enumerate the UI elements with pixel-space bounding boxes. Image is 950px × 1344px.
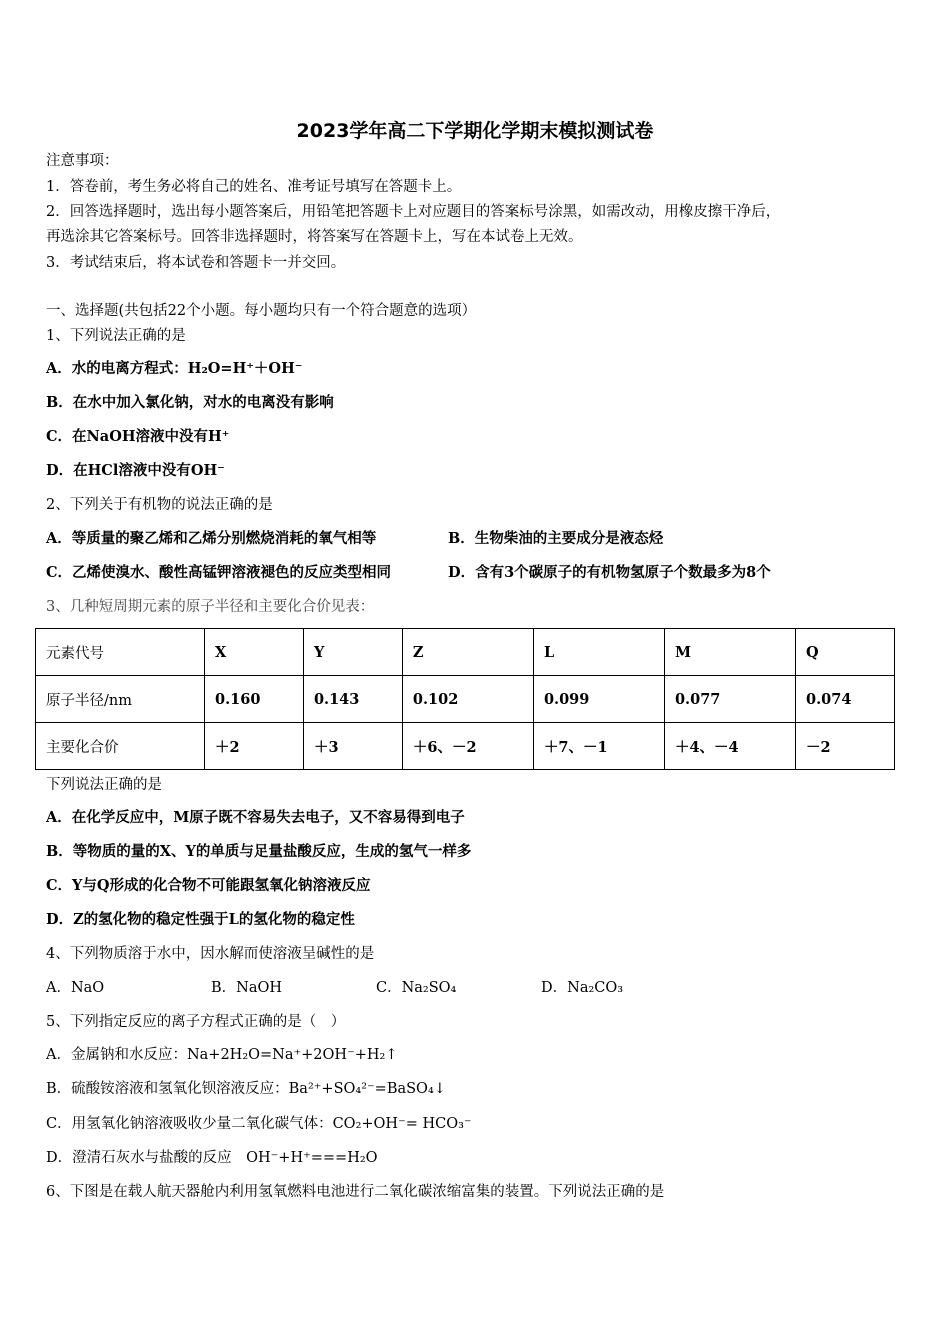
q3-stem: 3、几种短周期元素的原子半径和主要化合价见表：: [46, 599, 375, 615]
q4-option-a: A．NaO: [46, 980, 105, 996]
q5-option-d: D．澄清石灰水与盐酸的反应 OH⁻+H⁺===H₂O: [46, 1150, 378, 1166]
table-cell: 0.077: [664, 676, 795, 723]
table-cell: M: [664, 629, 795, 676]
q4-option-c: C．Na₂SO₄: [376, 980, 457, 996]
q4-option-d: D．Na₂CO₃: [541, 980, 624, 996]
table-cell: ＋3: [303, 723, 402, 770]
table-cell: ＋4、－4: [664, 723, 795, 770]
q3-option-c: C．Y与Q形成的化合物不可能跟氢氧化钠溶液反应: [46, 877, 371, 894]
section-heading: 一、选择题(共包括22个小题。每小题均只有一个符合题意的选项）: [46, 303, 477, 319]
table-header-row: [36, 629, 895, 676]
q2-option-c: C．乙烯使溴水、酸性高锰钾溶液褪色的反应类型相同: [46, 564, 392, 581]
table-cell: Y: [303, 629, 402, 676]
table-cell: ＋2: [205, 723, 304, 770]
q6-stem: 6、下图是在载人航天器舱内利用氢氧燃料电池进行二氧化碳浓缩富集的装置。下列说法正确的是: [46, 1184, 665, 1200]
note-item-3: 3．考试结束后，将本试卷和答题卡一并交回。: [46, 255, 346, 271]
table-cell: Q: [796, 629, 895, 676]
table-row-valence: [36, 723, 895, 770]
q5-option-b: B．硫酸铵溶液和氢氧化钡溶液反应：Ba²⁺+SO₄²⁻=BaSO₄↓: [46, 1081, 446, 1097]
q5-option-a: A．金属钠和水反应：Na+2H₂O=Na⁺+2OH⁻+H₂↑: [46, 1047, 398, 1063]
q3-option-b: B．等物质的量的X、Y的单质与足量盐酸反应，生成的氢气一样多: [46, 843, 472, 860]
q2-option-a: A．等质量的聚乙烯和乙烯分别燃烧消耗的氧气相等: [46, 530, 377, 547]
q1-option-b: B．在水中加入氯化钠，对水的电离没有影响: [46, 394, 334, 411]
table-cell: －2: [796, 723, 895, 770]
q2-stem: 2、下列关于有机物的说法正确的是: [46, 497, 273, 513]
table-cell: 0.143: [303, 676, 402, 723]
note-item-2: 2．回答选择题时，选出每小题答案后，用铅笔把答题卡上对应题目的答案标号涂黑，如需改动，用橡皮擦干净后，: [46, 204, 781, 220]
note-item-1: 1．答卷前，考生务必将自己的姓名、准考证号填写在答题卡上。: [46, 179, 462, 195]
q3-option-d: D．Z的氢化物的稳定性强于L的氢化物的稳定性: [46, 911, 355, 928]
table-cell: L: [533, 629, 664, 676]
q3-sub-stem: 下列说法正确的是: [46, 777, 162, 793]
table-cell: Z: [402, 629, 533, 676]
q1-option-c: C．在NaOH溶液中没有H⁺: [46, 428, 230, 445]
table-cell: ＋7、－1: [533, 723, 664, 770]
q4-stem: 4、下列物质溶于水中，因水解而使溶液呈碱性的是: [46, 946, 375, 962]
q1-stem: 1、下列说法正确的是: [46, 328, 186, 344]
table-cell: ＋6、－2: [402, 723, 533, 770]
q2-option-d: D．含有3个碳原子的有机物氢原子个数最多为8个: [448, 564, 771, 581]
notes-heading: 注意事项：: [46, 153, 119, 169]
q3-option-a: A．在化学反应中，M原子既不容易失去电子，又不容易得到电子: [46, 809, 465, 826]
table-cell: 0.102: [402, 676, 533, 723]
table-cell: X: [205, 629, 304, 676]
table-cell: 0.160: [205, 676, 304, 723]
table-cell: 原子半径/nm: [36, 676, 205, 723]
q5-stem: 5、下列指定反应的离子方程式正确的是（ ）: [46, 1014, 346, 1030]
table-cell: 0.099: [533, 676, 664, 723]
q5-option-c: C．用氢氧化钠溶液吸收少量二氧化碳气体：CO₂+OH⁻= HCO₃⁻: [46, 1116, 472, 1132]
table-cell: 主要化合价: [36, 723, 205, 770]
note-item-2-cont: 再选涂其它答案标号。回答非选择题时，将答案写在答题卡上，写在本试卷上无效。: [46, 229, 583, 245]
table-cell: 元素代号: [36, 629, 205, 676]
q4-option-b: B．NaOH: [211, 980, 283, 996]
q1-option-a: A．水的电离方程式：H₂O=H⁺＋OH⁻: [46, 360, 303, 377]
q2-option-b: B．生物柴油的主要成分是液态烃: [448, 530, 664, 547]
table-row-radius: [36, 676, 895, 723]
element-table: [35, 628, 895, 770]
table-cell: 0.074: [796, 676, 895, 723]
q1-option-d: D．在HCl溶液中没有OH⁻: [46, 462, 225, 479]
exam-title: 2023学年高二下学期化学期末模拟测试卷: [296, 120, 654, 142]
